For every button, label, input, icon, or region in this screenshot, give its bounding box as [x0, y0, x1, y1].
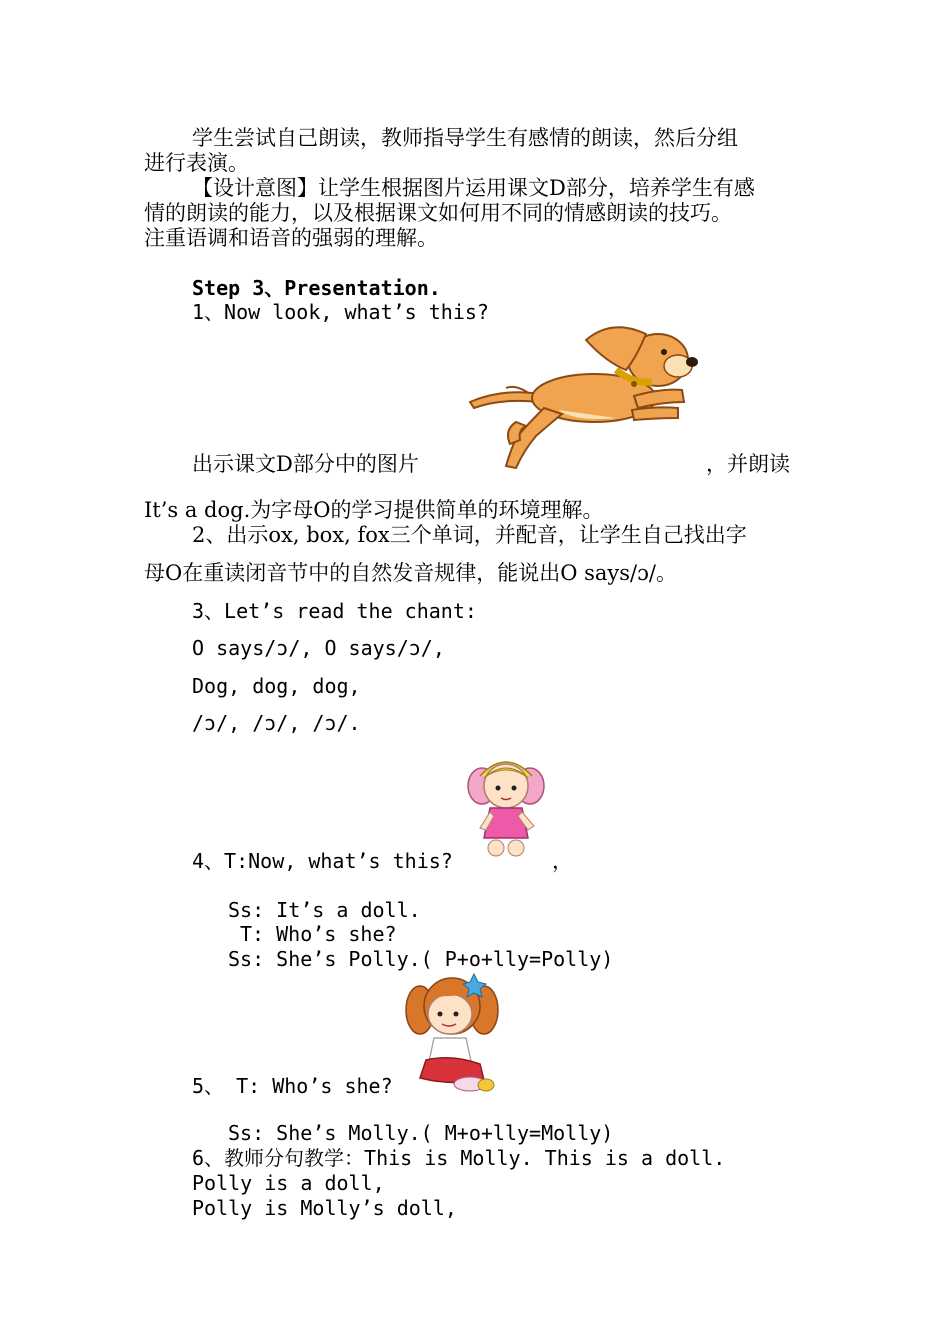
design-line-3: 注重语调和语音的强弱的理解。: [144, 226, 438, 250]
design-line-2: 情的朗读的能力，以及根据课文如何用不同的情感朗读的技巧。: [144, 201, 732, 225]
doll-illustration: [466, 752, 546, 860]
item-6-text: 6、教师分句教学：This is Molly. This is a doll.: [192, 1146, 726, 1170]
line-polly-doll: Polly is a doll,: [192, 1171, 385, 1195]
ss-line-3: Ss: She’s Molly.( M+o+lly=Molly): [228, 1121, 614, 1145]
intro-line-2: 进行表演。: [144, 151, 249, 175]
t-line-1: T: Who’s she?: [240, 922, 397, 946]
item-6: [192, 1146, 725, 1170]
item-2-line-1: 2、出示ox, box, fox三个单词，并配音，让学生自己找出字: [192, 523, 747, 547]
item-4-comma: ，: [552, 849, 573, 873]
chant-line-1: O says/ɔ/, O says/ɔ/,: [192, 636, 445, 660]
girl-illustration: [404, 970, 500, 1094]
item-4: 4、T:Now, what’s this?: [192, 849, 453, 873]
dog-illustration: [466, 318, 706, 474]
chant-line-3: /ɔ/, /ɔ/, /ɔ/.: [192, 711, 361, 735]
line-polly-mollys-doll: Polly is Molly’s doll,: [192, 1196, 457, 1220]
ss-line-2: Ss: She’s Polly.( P+o+lly=Polly): [228, 947, 614, 971]
item-5: 5、 T: Who’s she?: [192, 1074, 393, 1098]
item-3: 3、Let’s read the chant:: [192, 599, 477, 623]
item-2-line-2: 母O在重读闭音节中的自然发音规律，能说出O says/ɔ/。: [144, 561, 677, 585]
item-1: 1、Now look, what’s this?: [192, 300, 489, 324]
ss-line-1: Ss: It’s a doll.: [228, 898, 421, 922]
design-line-1: 【设计意图】让学生根据图片运用课文D部分，培养学生有感: [192, 176, 755, 200]
show-pic-left: 出示课文D部分中的图片: [192, 452, 419, 476]
show-pic-right: ，并朗读: [706, 452, 790, 476]
step3-heading: Step 3、Presentation.: [192, 276, 441, 300]
intro-line-1: 学生尝试自己朗读，教师指导学生有感情的朗读，然后分组: [192, 126, 738, 150]
chant-line-2: Dog, dog, dog,: [192, 674, 361, 698]
item-1-continued: It’s a dog.为字母O的学习提供简单的环境理解。: [144, 498, 604, 522]
